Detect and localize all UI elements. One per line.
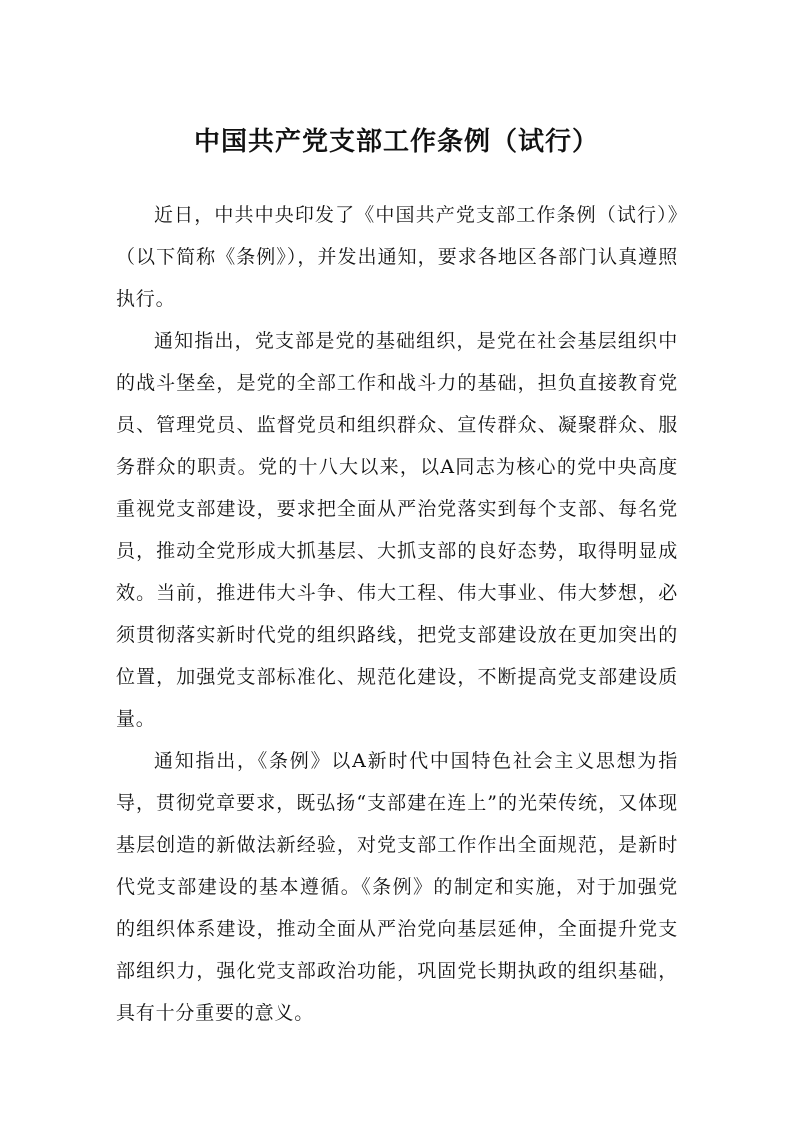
paragraph-1: 近日，中共中央印发了《中国共产党支部工作条例（试行）》（以下简称《条例》），并发出通知，要求各地区各部门认真遵照执行。 — [116, 204, 678, 310]
paragraph-2: 通知指出，党支部是党的基础组织，是党在社会基层组织中的战斗堡垒，是党的全部工作和战斗力的基础，担负直接教育党员、管理党员、监督党员和组织群众、宣传群众、凝聚群众、服务群众的职责。党的十八大以来，以A同志为核心的党中央高度重视党支部建设，要求把全面从严治党落实到每个支部、每名党员，推动全党形成大抓基层、大抓支部的良好态势，取得明显成效。当前，推进伟大斗争、伟大工程、伟大事业、伟大梦想，必须贯彻落实新时代党的组织路线，把党支部建设放在更加突出的位置，加强党支部标准化、规范化建设，不断提高党支部建设质量。 — [116, 330, 678, 730]
paragraph-3: 通知指出，《条例》以A新时代中国特色社会主义思想为指导，贯彻党章要求，既弘扬“支部建在连上”的光荣传统，又体现基层创造的新做法新经验，对党支部工作作出全面规范，是新时代党支部建设的基本遵循。《条例》的制定和实施，对于加强党的组织体系建设，推动全面从严治党向基层延伸，全面提升党支部组织力，强化党支部政治功能，巩固党长期执政的组织基础，具有十分重要的意义。 — [116, 750, 678, 1024]
document-body — [116, 194, 678, 1034]
document-title: 中国共产党支部工作条例（试行） — [193, 127, 599, 157]
